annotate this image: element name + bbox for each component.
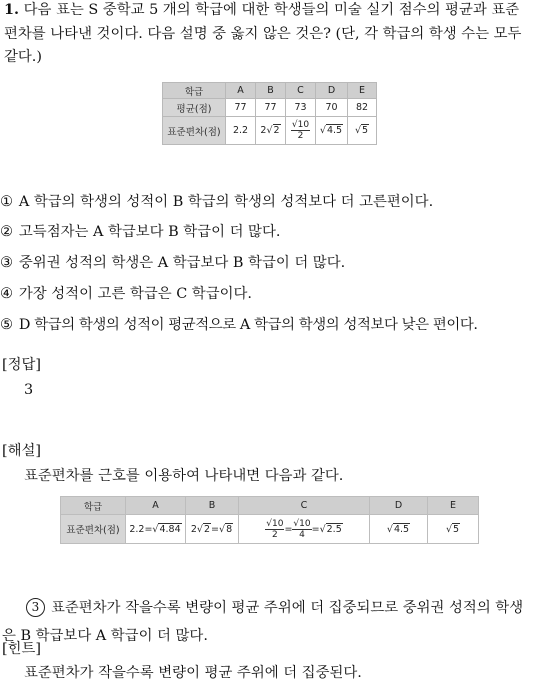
sd-d: √4.5 xyxy=(316,117,348,145)
sd-c: $\frac{√10}{2}$ xyxy=(286,117,316,145)
question-text xyxy=(4,0,532,70)
class-b: B xyxy=(256,83,286,99)
class-d: D xyxy=(316,83,348,99)
class-c: C xyxy=(286,83,316,99)
table-header-row xyxy=(163,83,377,99)
class-a: A xyxy=(226,83,256,99)
sd-b: 2√2 xyxy=(256,117,286,145)
answer-value: 3 xyxy=(24,382,34,398)
hint-text: 표준편차가 작을수록 변량이 평균 주위에 더 집중된다. xyxy=(24,665,362,681)
sd-row xyxy=(163,117,377,145)
explanation-heading: [해설] xyxy=(2,443,42,459)
option-3[interactable]: ③ 중위권 성적의 학생은 A 학급보다 B 학급이 더 많다. xyxy=(0,255,346,271)
sd-a: 2.2 xyxy=(226,117,256,145)
sd-label: 표준편차(점) xyxy=(61,515,126,544)
mean-b: 77 xyxy=(256,99,286,117)
sd-c: $\frac{√10}{2}$ = $\frac{√10}{4}$ =√2.5 xyxy=(239,515,370,544)
sd-row xyxy=(61,515,479,544)
answer-heading: [정답] xyxy=(2,357,42,373)
answer-marker: 3 xyxy=(26,598,45,617)
sd-label: 표준편차(점) xyxy=(163,117,226,145)
mean-e: 82 xyxy=(348,99,377,117)
sd-a: 2.2=√4.84 xyxy=(126,515,186,544)
explanation-text: 3 표준편차가 작을수록 변량이 평균 주위에 더 집중되므로 중위권 성적의 학생은 B 학급보다 A 학급이 더 많다. xyxy=(2,600,524,644)
option-2[interactable]: ② 고득점자는 A 학급보다 B 학급이 더 많다. xyxy=(0,224,281,240)
header-label: 학급 xyxy=(163,83,226,99)
sd-table xyxy=(60,496,479,544)
mean-label: 평균(점) xyxy=(163,99,226,117)
class-b: B xyxy=(186,497,239,515)
class-a: A xyxy=(126,497,186,515)
class-c: C xyxy=(239,497,370,515)
table-header-row xyxy=(61,497,479,515)
sd-e: √5 xyxy=(428,515,479,544)
question-number: 1. xyxy=(4,1,20,18)
hint-heading: [힌트] xyxy=(2,641,42,657)
class-e: E xyxy=(348,83,377,99)
mean-d: 70 xyxy=(316,99,348,117)
option-1[interactable]: ① A 학급의 학생의 성적이 B 학급의 학생의 성적보다 더 고른편이다. xyxy=(0,194,434,210)
question-body: 다음 표는 S 중학교 5 개의 학급에 대한 학생들의 미술 실기 점수의 평균과 표준편차를 나타낸 것이다. 다음 설명 중 옳지 않은 것은? (단, 각 학급의 학생 수는 모두 같다.) xyxy=(4,2,522,65)
score-table xyxy=(162,82,377,145)
mean-row xyxy=(163,99,377,117)
option-4[interactable]: ④ 가장 성적이 고른 학급은 C 학급이다. xyxy=(0,286,252,302)
header-label: 학급 xyxy=(61,497,126,515)
explanation-intro: 표준편차를 근호를 이용하여 나타내면 다음과 같다. xyxy=(24,468,344,484)
mean-c: 73 xyxy=(286,99,316,117)
sd-d: √4.5 xyxy=(370,515,428,544)
mean-a: 77 xyxy=(226,99,256,117)
sd-e: √5 xyxy=(348,117,377,145)
option-5[interactable]: ⑤ D 학급의 학생의 성적이 평균적으로 A 학급의 학생의 성적보다 낮은 편이다. xyxy=(0,317,478,333)
class-d: D xyxy=(370,497,428,515)
sd-b: 2√2=√8 xyxy=(186,515,239,544)
class-e: E xyxy=(428,497,479,515)
